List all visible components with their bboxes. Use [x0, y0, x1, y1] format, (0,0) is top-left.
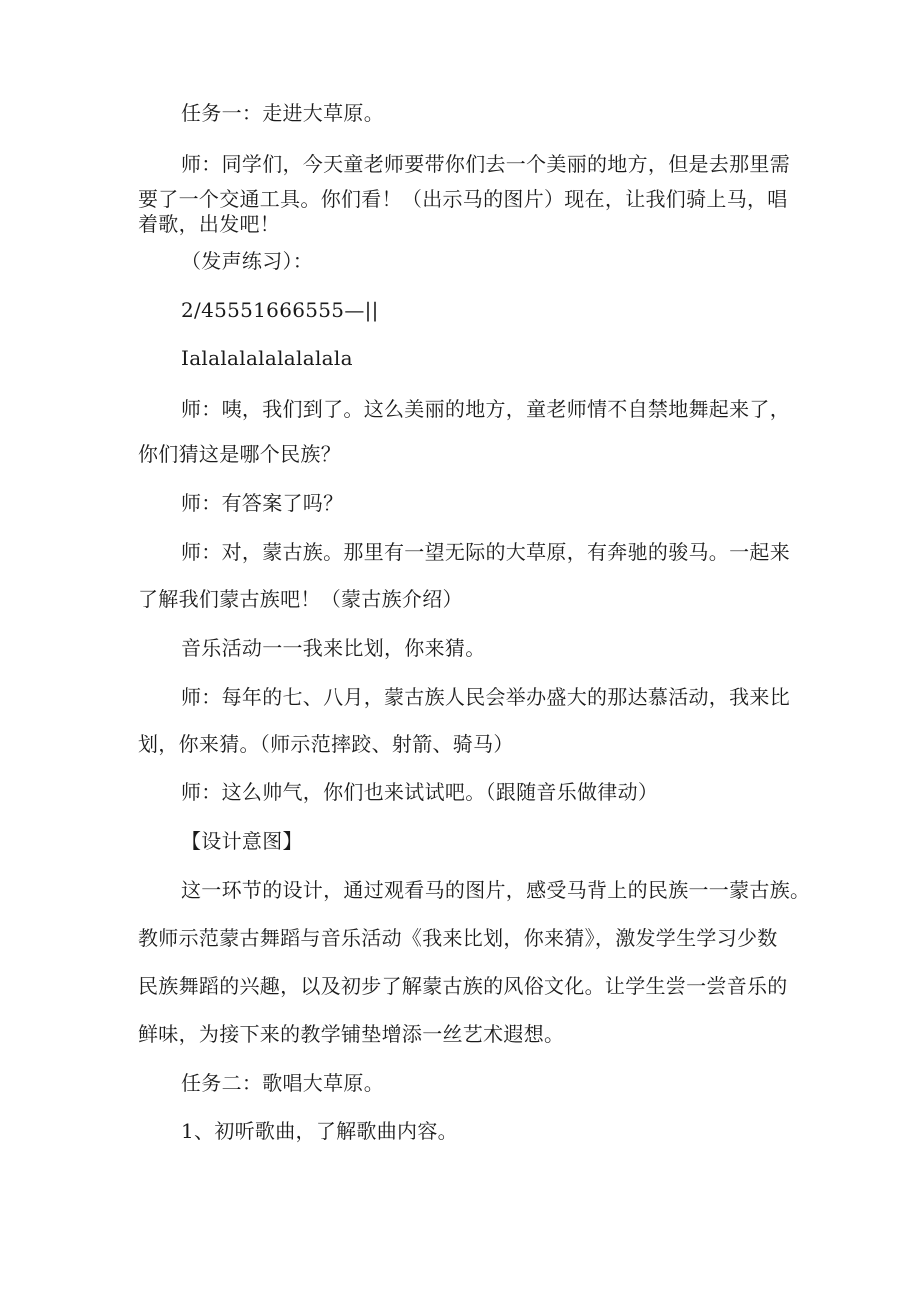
- paragraph-line: 师：有答案了吗？: [181, 491, 344, 515]
- task-two-heading: 任务二：歌唱大草原。: [181, 1071, 384, 1095]
- paragraph-line: 划，你来猜。（师示范摔跤、射箭、骑马）: [138, 732, 514, 756]
- paragraph-line: 了解我们蒙古族吧！（蒙古族介绍）: [138, 587, 463, 611]
- paragraph-line: 民族舞蹈的兴趣，以及初步了解蒙古族的风俗文化。让学生尝一尝音乐的: [138, 974, 788, 998]
- list-item: 1、初听歌曲，了解歌曲内容。: [181, 1119, 458, 1143]
- paragraph-line: 着歌，出发吧！: [138, 212, 281, 236]
- task-one-heading: 任务一：走进大草原。: [181, 101, 384, 125]
- paragraph-line: 你们猜这是哪个民族？: [138, 442, 341, 466]
- paragraph-line: 要了一个交通工具。你们看！（出示马的图片）现在，让我们骑上马，唱: [138, 187, 788, 211]
- lyrics-line: Ialalalalalalalala: [181, 346, 353, 370]
- paragraph-line: 师：咦，我们到了。这么美丽的地方，童老师情不自禁地舞起来了，: [181, 397, 790, 421]
- paragraph-line: 师：这么帅气，你们也来试试吧。（跟随音乐做律动）: [181, 780, 659, 804]
- paragraph-line: 这一环节的设计，通过观看马的图片，感受马背上的民族一一蒙古族。: [181, 878, 811, 902]
- paragraph-line: 师：同学们，今天童老师要带你们去一个美丽的地方，但是去那里需: [181, 152, 790, 176]
- paragraph-line: 师：每年的七、八月，蒙古族人民会举办盛大的那达慕活动，我来比: [181, 685, 790, 709]
- paragraph-line: 师：对，蒙古族。那里有一望无际的大草原，有奔驰的骏马。一起来: [181, 540, 790, 564]
- notation-line: 2/45551666555—||: [181, 298, 379, 322]
- design-intent-heading: 【设计意图】: [181, 829, 303, 853]
- paragraph-line: （发声练习）：: [181, 249, 314, 273]
- paragraph-line: 教师示范蒙古舞蹈与音乐活动《我来比划，你来猜》，激发学生学习少数: [138, 926, 778, 950]
- paragraph-line: 音乐活动一一我来比划，你来猜。: [181, 636, 486, 660]
- paragraph-line: 鲜味，为接下来的教学铺垫增添一丝艺术遐想。: [138, 1022, 565, 1046]
